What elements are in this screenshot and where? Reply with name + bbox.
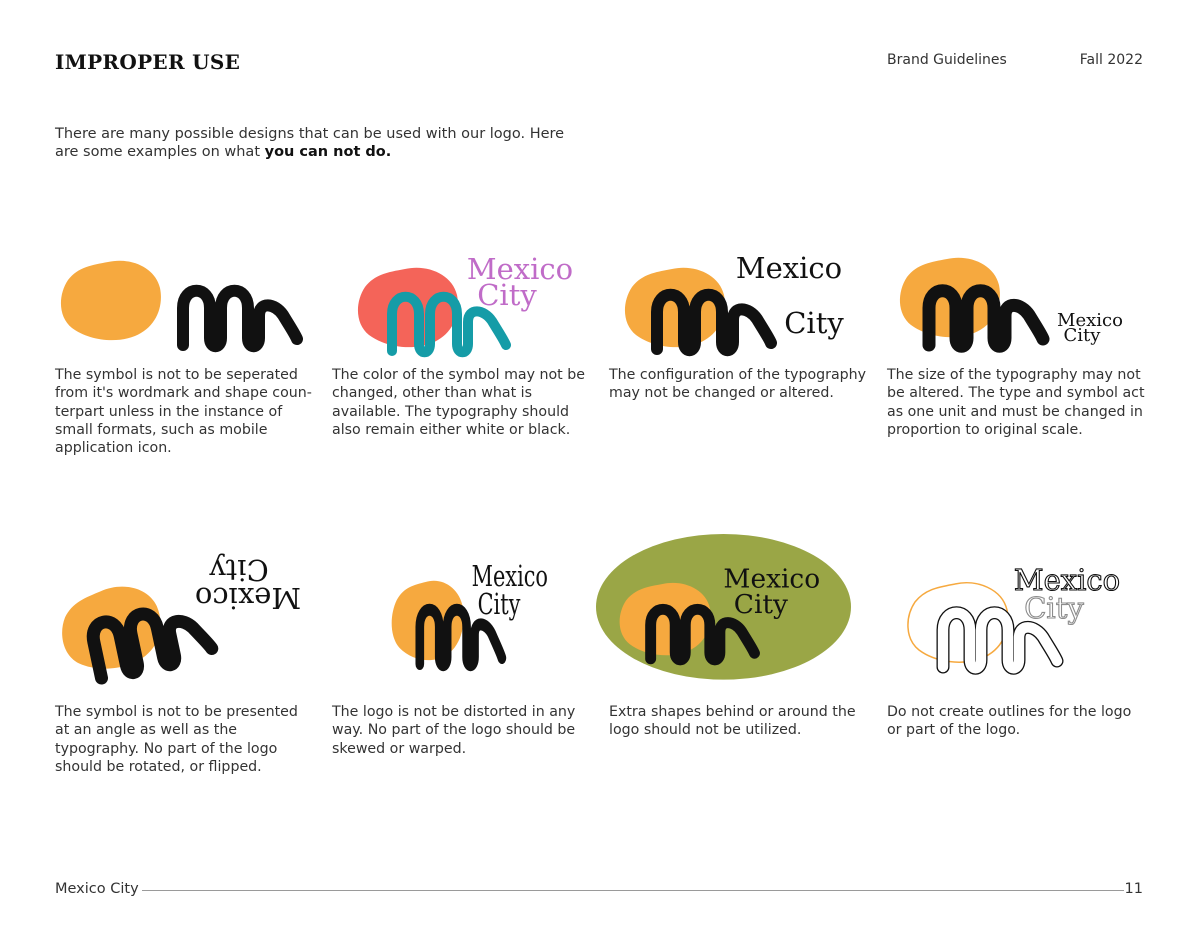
intro-text: There are many possible designs that can be used with our logo. Here are some examples on what	[55, 126, 565, 160]
caption-resized-type: The size of the typography may not be altered. The type and symbol act as one unit and must be changed in proportion to original scale.	[887, 367, 1145, 438]
page-number: 11	[1124, 881, 1143, 897]
caption-background-shape: Extra shapes behind or around the logo should not be utilized.	[609, 704, 856, 739]
header-brand-guidelines: Brand Guidelines	[887, 52, 1007, 68]
wordmark-city: City	[477, 587, 521, 621]
m-symbol	[183, 291, 297, 347]
intro-paragraph	[55, 125, 585, 161]
wordmark-city: City	[733, 589, 788, 621]
caption-recolored: The color of the symbol may not be changed, other than what is available. The typography should also remain either white or black.	[332, 367, 585, 438]
example-resized-type-logo	[887, 195, 1142, 365]
example-distorted-logo	[332, 530, 587, 700]
example-rotated-logo	[55, 530, 310, 700]
wordmark-city: City	[1063, 325, 1101, 346]
wordmark-mexico: Mexico	[466, 252, 574, 286]
header-season: Fall 2022	[1079, 52, 1143, 68]
caption-separated: The symbol is not to be seperated from it's wordmark and shape coun-terpart unless in the instance of small formats, such as mobile application icon.	[55, 367, 312, 457]
wordmark-mexico: Mexico	[1013, 563, 1121, 597]
orange-outline-shape	[908, 583, 1008, 662]
intro-emphasis: you can not do.	[264, 144, 392, 160]
orange-shape	[392, 581, 464, 660]
caption-outlined: Do not create outlines for the logo or part of the logo.	[887, 704, 1132, 739]
page-title: IMPROPER USE	[55, 50, 241, 74]
caption-reconfigured: The configuration of the typography may not be changed or altered.	[609, 367, 867, 402]
example-outlined-logo	[887, 530, 1142, 700]
example-separated-logo	[55, 195, 310, 365]
example-recolored-logo	[332, 195, 587, 365]
coral-shape	[358, 268, 458, 347]
caption-rotated: The symbol is not to be presented at an angle as well as the typography. No part of the logo should be rotated, or flipped.	[55, 704, 298, 775]
example-reconfigured-logo	[609, 195, 864, 365]
wordmark-city: City	[784, 306, 844, 340]
footer-divider	[142, 890, 1124, 891]
orange-shape	[61, 261, 161, 340]
wordmark-mexico: Mexico	[723, 563, 821, 595]
wordmark-mexico: Mexico	[471, 559, 549, 593]
wordmark-mexico: Mexico	[1057, 310, 1123, 331]
wordmark-city: City	[1024, 591, 1084, 625]
example-background-shape-logo	[596, 520, 851, 690]
footer-city-name: Mexico City	[55, 881, 139, 897]
wordmark-mexico: Mexico	[194, 581, 302, 615]
wordmark-mexico: Mexico	[735, 251, 843, 285]
wordmark-city: City	[477, 278, 537, 312]
orange-shape	[620, 583, 711, 655]
wordmark-city: City	[209, 553, 269, 587]
orange-shape	[625, 268, 725, 347]
caption-distorted: The logo is not be distorted in any way. No part of the logo should be skewed or warped.	[332, 704, 576, 757]
